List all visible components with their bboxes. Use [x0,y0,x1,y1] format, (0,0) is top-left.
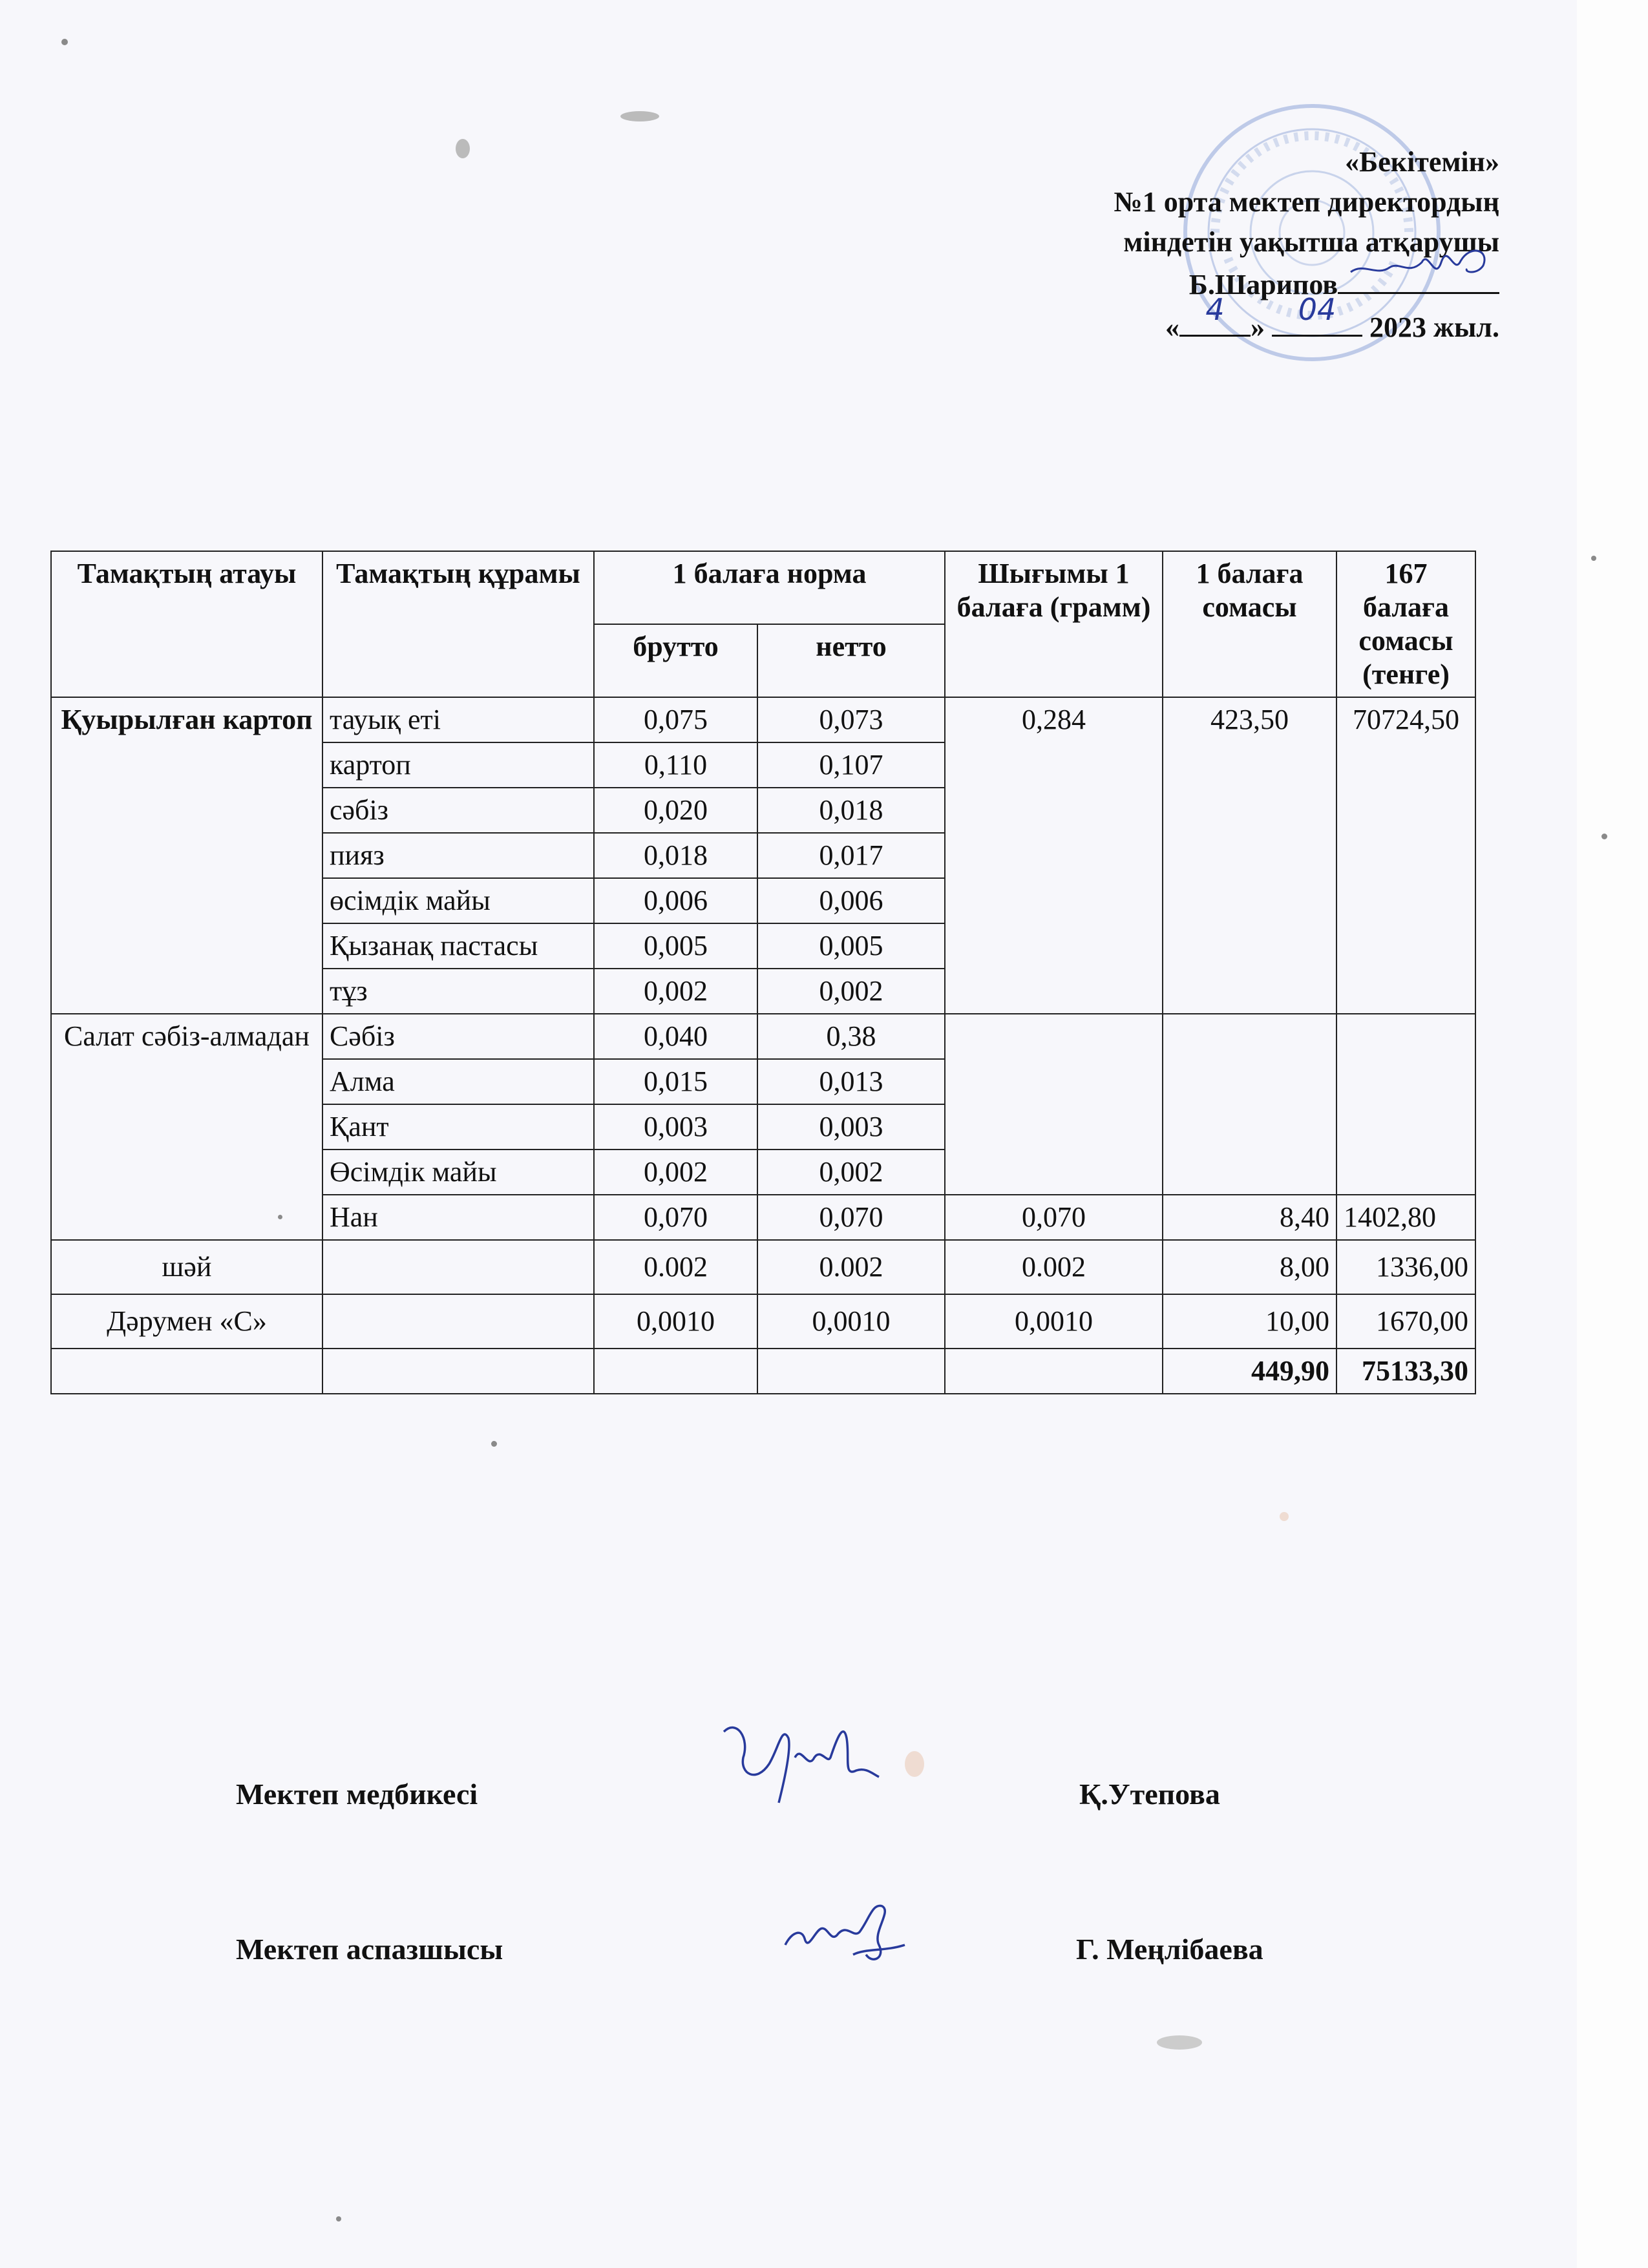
date-month-value: 04 [1298,292,1336,327]
brutto: 0,0010 [594,1294,757,1349]
netto: 0,013 [757,1059,945,1104]
header-dish: Тамақтың атауы [51,551,322,697]
header-netto: нетто [757,624,945,697]
header-cost1: 1 балаға сомасы [1163,551,1336,697]
approval-block [1114,142,1499,348]
ingredient: картоп [322,742,594,788]
netto: 0,070 [757,1195,945,1240]
header-cost167: 167 балаға сомасы (тенге) [1336,551,1475,697]
dish-name: Қуырылған картоп [51,697,322,1014]
brutto: 0,110 [594,742,757,788]
cost1: 423,50 [1163,697,1336,1014]
scan-speck [336,2216,341,2221]
output: 0,284 [945,697,1163,1014]
ingredient: Нан [322,1195,594,1240]
nurse-role: Мектеп медбикесі [236,1778,478,1811]
netto: 0,005 [757,923,945,969]
total-empty [594,1349,757,1394]
brutto: 0,003 [594,1104,757,1150]
netto: 0,018 [757,788,945,833]
ingredient-empty [322,1240,594,1294]
ingredient: өсімдік майы [322,878,594,923]
netto: 0,003 [757,1104,945,1150]
total-empty [51,1349,322,1394]
total-empty [945,1349,1163,1394]
brutto: 0,018 [594,833,757,878]
brutto: 0.002 [594,1240,757,1294]
table-row [51,1294,1475,1349]
brutto: 0,075 [594,697,757,742]
approval-position-line2: міндетін уақытша атқарушы [1123,226,1499,258]
netto: 0,0010 [757,1294,945,1349]
brutto: 0,002 [594,969,757,1014]
netto: 0,073 [757,697,945,742]
netto: 0,002 [757,969,945,1014]
cook-signature-icon [776,1893,924,1971]
ingredient: Қызанақ пастасы [322,923,594,969]
ingredient: Өсімдік майы [322,1150,594,1195]
cost1: 8,00 [1163,1240,1336,1294]
cost1-empty [1163,1014,1336,1195]
date-month-field [1272,292,1362,337]
total-row [51,1349,1475,1394]
brutto: 0,070 [594,1195,757,1240]
ingredient: пияз [322,833,594,878]
cost167-empty [1336,1014,1475,1195]
date-year: 2023 жыл. [1369,311,1499,343]
output-empty [945,1014,1163,1195]
ingredient: тұз [322,969,594,1014]
scan-speck [61,39,68,45]
table-row [51,697,1475,742]
output: 0.002 [945,1240,1163,1294]
dish-name: Салат сәбіз-алмадан [51,1014,322,1240]
signature-icon [1338,236,1499,288]
brutto: 0,015 [594,1059,757,1104]
approval-date [1114,292,1499,348]
paper-edge [1577,0,1648,2268]
scan-speck [1591,556,1596,561]
scan-speck [620,111,659,121]
scan-speck [456,139,470,158]
ingredient: тауық еті [322,697,594,742]
header-row [51,551,1475,624]
cost167: 1670,00 [1336,1294,1475,1349]
scan-speck [1601,834,1607,839]
netto: 0,38 [757,1014,945,1059]
header-output: Шығымы 1 балаға (грамм) [945,551,1163,697]
table-row [51,1014,1475,1059]
output: 0,070 [945,1195,1163,1240]
approval-title: «Бекітемін» [1345,146,1499,178]
cost1: 8,40 [1163,1195,1336,1240]
date-day-field [1179,292,1251,337]
brutto: 0,006 [594,878,757,923]
cost167: 70724,50 [1336,697,1475,1014]
output: 0,0010 [945,1294,1163,1349]
netto: 0,002 [757,1150,945,1195]
total-empty [757,1349,945,1394]
approval-signer-name: Б.Шарипов [1188,269,1338,300]
cost1: 10,00 [1163,1294,1336,1349]
total-empty [322,1349,594,1394]
nurse-signature-icon [717,1712,885,1809]
date-close-quote: » [1251,311,1265,343]
cost167: 1336,00 [1336,1240,1475,1294]
dish-name: шәй [51,1240,322,1294]
ingredient: Қант [322,1104,594,1150]
cook-role: Мектеп аспазшысы [236,1933,503,1966]
ingredient: Сәбіз [322,1014,594,1059]
brutto: 0,040 [594,1014,757,1059]
approval-position-line1: №1 орта мектеп директордың [1114,186,1499,218]
brutto: 0,020 [594,788,757,833]
netto: 0,006 [757,878,945,923]
nurse-name: Қ.Утепова [1079,1778,1220,1811]
netto: 0.002 [757,1240,945,1294]
header-brutto: брутто [594,624,757,697]
brutto: 0,002 [594,1150,757,1195]
netto: 0,017 [757,833,945,878]
ingredient: Алма [322,1059,594,1104]
dish-name: Дәрумен «С» [51,1294,322,1349]
total-cost1: 449,90 [1163,1349,1336,1394]
ingredient-empty [322,1294,594,1349]
date-day-value: 4 [1205,292,1225,327]
header-norm: 1 балаға норма [594,551,945,624]
scan-stain [1280,1512,1289,1521]
scan-speck [491,1441,497,1447]
scan-speck [1157,2035,1202,2050]
menu-table [50,551,1476,1394]
cost167: 1402,80 [1336,1195,1475,1240]
header-composition: Тамақтың құрамы [322,551,594,697]
date-open-quote: « [1165,311,1180,343]
total-cost167: 75133,30 [1336,1349,1475,1394]
ingredient: сәбіз [322,788,594,833]
table-row [51,1240,1475,1294]
brutto: 0,005 [594,923,757,969]
cook-name: Г. Меңлібаева [1076,1933,1263,1966]
netto: 0,107 [757,742,945,788]
scan-stain [905,1751,924,1777]
